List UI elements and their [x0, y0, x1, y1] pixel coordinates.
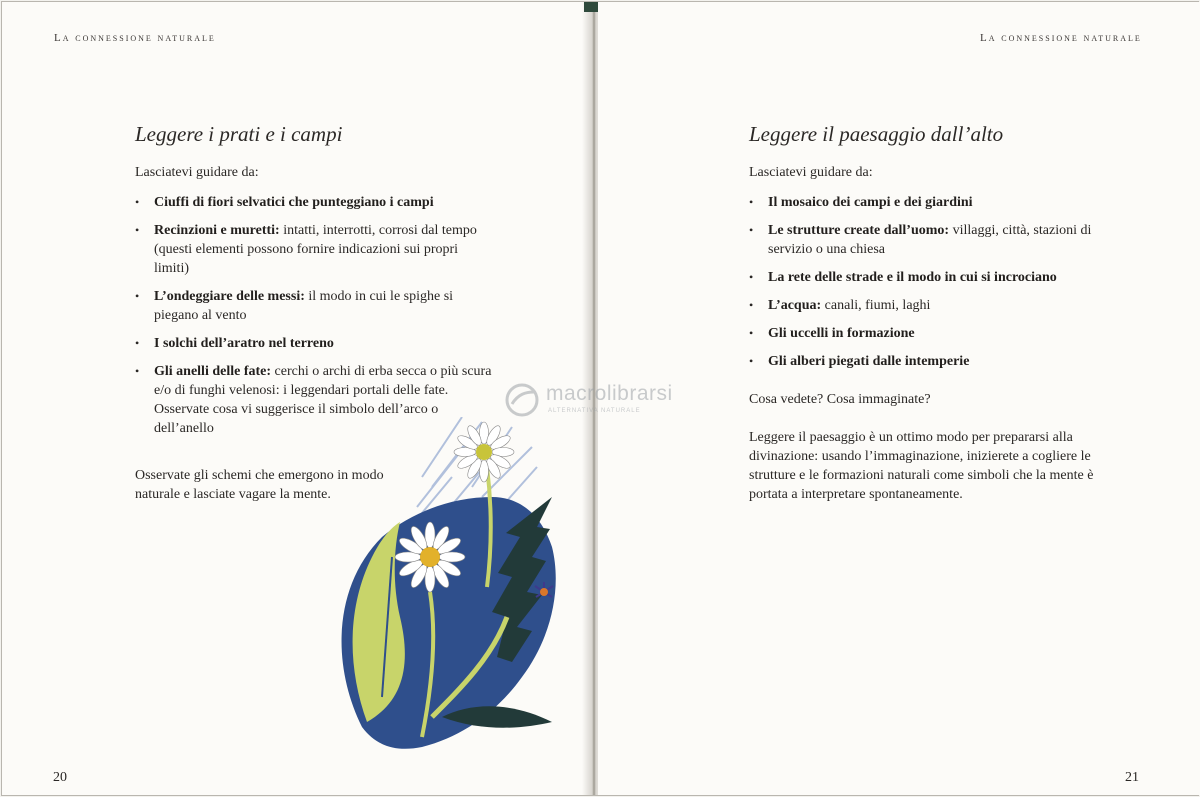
- ribbon-marker: [584, 2, 598, 12]
- list-item: [135, 287, 495, 325]
- list-item-text: il modo in cui le spighe si piegano al vento: [154, 289, 454, 323]
- book-spread: [1, 1, 1199, 796]
- section-title: Leggere il paesaggio dall’alto: [749, 122, 1004, 146]
- list-item-text: villaggi, città, stazioni di servizio o una chiesa: [768, 223, 1092, 257]
- list-item-term: Le strutture create dall’uomo:: [768, 223, 950, 238]
- list-item-term: Gli alberi piegati dalle intemperie: [768, 354, 970, 369]
- list-item: [749, 352, 1129, 371]
- list-item: [135, 193, 495, 212]
- bullet-icon: •: [135, 223, 140, 237]
- bullet-icon: •: [135, 195, 140, 209]
- list-item-term: I solchi dell’aratro nel terreno: [154, 336, 334, 351]
- watermark-brand: macrolibrarsi: [546, 382, 673, 405]
- list-item-term: Il mosaico dei campi e dei giardini: [768, 195, 973, 210]
- list-item: [749, 221, 1129, 259]
- bullet-icon: •: [135, 364, 140, 378]
- closing-paragraph: Osservate gli schemi che emergono in modo naturale e lasciate vagare la mente.: [135, 468, 384, 502]
- list-item-text: cerchi o archi di erba secca o più scura e/o di funghi velenosi: i leggendari portali delle fate. Osservate cosa vi suggerisce il simbolo dell’arco o dell’anello: [154, 364, 492, 436]
- intro-text: Lasciatevi guidare da:: [135, 165, 259, 180]
- list-item: [135, 334, 495, 353]
- list-item: [749, 268, 1129, 287]
- watermark: [502, 380, 712, 420]
- bullet-list: [749, 193, 1129, 380]
- bullet-icon: •: [749, 270, 754, 284]
- bullet-icon: •: [135, 336, 140, 350]
- page-number: 20: [53, 770, 67, 785]
- bullet-icon: •: [749, 326, 754, 340]
- bullet-icon: •: [749, 298, 754, 312]
- list-item: [749, 193, 1129, 212]
- list-item-text: canali, fiumi, laghi: [821, 298, 931, 313]
- page-number: 21: [1125, 770, 1139, 785]
- question-text: Cosa vedete? Cosa immaginate?: [749, 392, 931, 407]
- list-item: [749, 324, 1129, 343]
- intro-text: Lasciatevi guidare da:: [749, 165, 873, 180]
- running-head: La connessione naturale: [54, 32, 216, 44]
- list-item: [749, 296, 1129, 315]
- list-item-term: Gli uccelli in formazione: [768, 326, 915, 341]
- list-item-term: La rete delle strade e il modo in cui si incrociano: [768, 270, 1057, 285]
- list-item-term: Ciuffi di fiori selvatici che punteggiano i campi: [154, 195, 434, 210]
- closing-paragraph: Leggere il paesaggio è un ottimo modo per prepararsi alla divinazione: usando l’immaginazione, inizierete a cogliere le strutture e le formazioni naturali come simboli che la mente è portata a interpretare spontaneamente.: [749, 430, 1094, 502]
- list-item-text: intatti, interrotti, corrosi dal tempo (questi elementi possono fornire indicazioni sui propri limiti): [154, 223, 477, 276]
- list-item-term: Recinzioni e muretti:: [154, 223, 280, 238]
- list-item: [135, 221, 495, 278]
- watermark-tagline: ALTERNATIVA NATURALE: [548, 408, 641, 414]
- bullet-icon: •: [749, 223, 754, 237]
- list-item-term: Gli anelli delle fate:: [154, 364, 272, 379]
- running-head: La connessione naturale: [980, 32, 1142, 44]
- bullet-list: [135, 193, 495, 447]
- bullet-icon: •: [749, 354, 754, 368]
- wildflower-illustration: [322, 417, 572, 762]
- list-item-term: L’acqua:: [768, 298, 822, 313]
- list-item-term: L’ondeggiare delle messi:: [154, 289, 305, 304]
- bullet-icon: •: [135, 289, 140, 303]
- section-title: Leggere i prati e i campi: [135, 122, 343, 146]
- watermark-logo-icon: [502, 380, 542, 420]
- bullet-icon: •: [749, 195, 754, 209]
